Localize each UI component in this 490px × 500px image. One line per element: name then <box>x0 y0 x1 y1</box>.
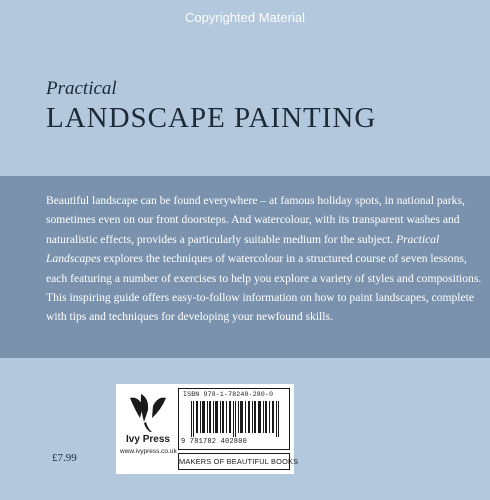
publisher-name: Ivy Press <box>126 434 170 445</box>
copyright-watermark: Copyrighted Material <box>185 10 305 25</box>
isbn-text: ISBN 978-1-78240-280-0 <box>183 391 274 398</box>
barcode-panel <box>116 384 299 474</box>
blurb-italic-title: Practical Landscapes <box>46 232 440 266</box>
publisher-url: www.ivypress.co.uk <box>120 448 177 455</box>
publisher-logo <box>116 384 176 474</box>
blurb-text <box>46 191 490 327</box>
publisher-tagline: MAKERS OF BEAUTIFUL BOOKS <box>178 453 290 470</box>
ivy-leaf-logo-icon <box>126 392 170 432</box>
book-title <box>46 78 376 135</box>
price-label: £7.99 <box>52 452 77 464</box>
ean-digits: 9 781782 402800 <box>181 438 248 446</box>
blurb-part-1: Beautiful landscape can be found everywhere – at famous holiday spots, in national parks, sometimes even on our front doorsteps. And watercolour, with its transparent washes and naturalistic effects, provides a particularly suitable medium for the subject. <box>46 194 465 246</box>
title-prefix: Practical <box>46 78 117 99</box>
barcode-bars <box>191 401 279 437</box>
blurb-part-2: explores the techniques of watercolour in a structured course of seven lessons, each featuring a number of exercises to help you explore a variety of styles and compositions. This inspiring guide offers easy-to-follow information on how to paint landscapes, complete with tips and techniques for developing your newfound skills. <box>46 252 482 324</box>
isbn-barcode <box>178 388 290 450</box>
title-main: LANDSCAPE PAINTING <box>46 102 377 134</box>
